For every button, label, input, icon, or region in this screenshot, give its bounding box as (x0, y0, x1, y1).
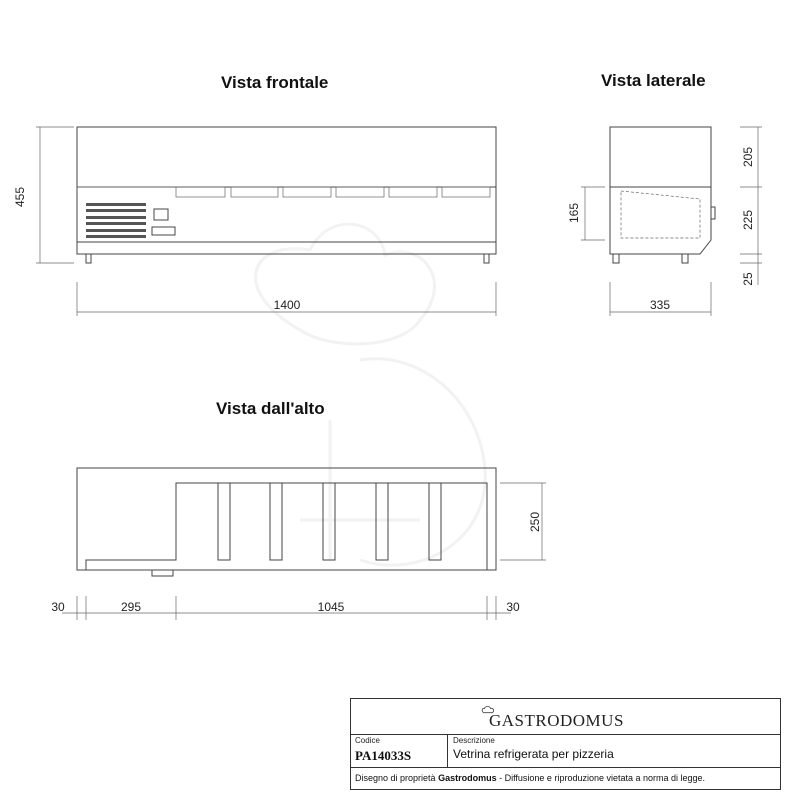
product-code: PA14033S (355, 748, 412, 763)
side-top-dimension: 205 (741, 146, 755, 168)
code-label: Codice (355, 736, 380, 745)
front-view-drawing (36, 127, 496, 316)
title-block (350, 698, 781, 790)
title-block-header (351, 699, 780, 735)
top-control-knob (152, 570, 173, 576)
side-inner-dimension: 165 (567, 202, 581, 224)
footer-brand: Gastrodomus (438, 773, 497, 783)
front-view-title: Vista frontale (221, 73, 329, 92)
description-label: Descrizione (453, 736, 495, 745)
front-glass (77, 127, 496, 187)
front-width-dimension: 1400 (273, 298, 301, 312)
title-block-footer (351, 767, 780, 791)
footer-prefix: Disegno di proprietà (355, 773, 439, 783)
footer-note (355, 773, 705, 783)
top-tray-dimension: 1045 (317, 600, 345, 614)
side-depth-dimension: 335 (649, 298, 671, 312)
brand-logo: GASTRODOMUS (489, 711, 624, 730)
side-view-drawing (581, 127, 762, 316)
side-bottom-dimension: 25 (741, 272, 755, 286)
top-view-title: Vista dall'alto (216, 399, 325, 418)
watermark-logo (256, 224, 486, 565)
footer-suffix: - Diffusione e riproduzione vietata a norma di legge. (496, 773, 706, 783)
title-block-info (351, 734, 780, 768)
side-mid-dimension: 225 (741, 209, 755, 231)
front-control-panel (154, 209, 168, 220)
top-left-margin-dimension: 30 (51, 600, 65, 614)
product-description: Vetrina refrigerata per pizzeria (453, 747, 614, 761)
code-cell (351, 734, 448, 767)
front-vent-grille (86, 203, 146, 238)
side-view-title: Vista laterale (601, 71, 706, 90)
front-display (152, 227, 175, 235)
top-right-margin-dimension: 30 (506, 600, 520, 614)
top-control-dimension: 295 (120, 600, 142, 614)
top-view-drawing (62, 468, 546, 620)
top-depth-dimension: 250 (528, 511, 542, 533)
front-height-dimension: 455 (13, 186, 27, 208)
